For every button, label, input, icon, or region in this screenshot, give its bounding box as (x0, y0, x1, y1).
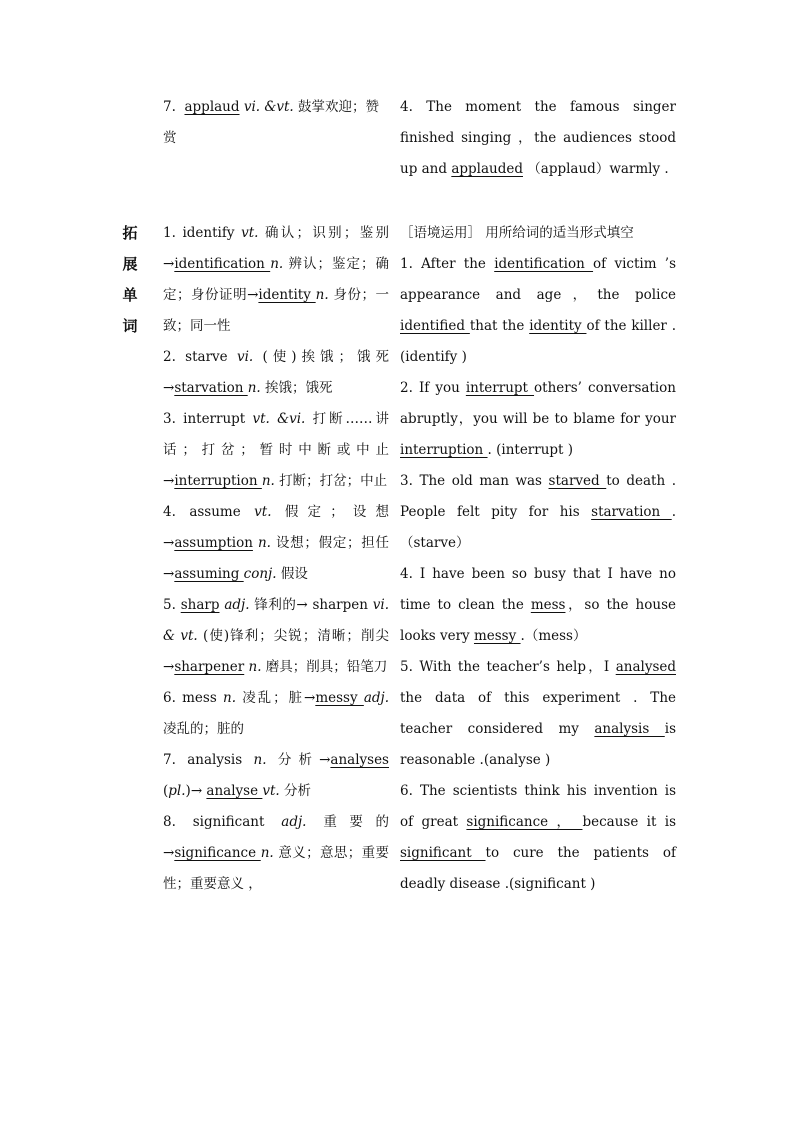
answer-blank: starvation (591, 504, 672, 520)
answer-blank: analysed (615, 659, 676, 675)
part-of-speech: conj. (243, 566, 277, 582)
text-segment: 6. The scientists think his invention is of great (400, 783, 676, 830)
text-segment: that the (469, 318, 530, 334)
answer-blank: significance (174, 845, 261, 861)
answer-blank: interruption (400, 442, 488, 458)
side-char: 拓 (122, 224, 138, 242)
answer-blank: interrupt (465, 380, 535, 396)
vocab-item (163, 590, 389, 683)
text-segment: 5. (163, 597, 181, 613)
text-segment: 8. significant (163, 814, 282, 830)
text-segment: 3. interrupt (163, 411, 253, 427)
text-segment: 3. The old man was (400, 473, 549, 489)
vocab-item (163, 218, 389, 342)
text-segment: to death . People felt pity for his (400, 473, 676, 520)
answer-blank: messy (315, 690, 364, 706)
part-of-speech: n. (248, 659, 262, 675)
exercise-list (400, 249, 676, 900)
text-segment: of victim ’s appearance and age，the police (400, 256, 676, 303)
sentence-text: （applaud）warmly . (527, 161, 669, 177)
answer-blank: applauded (451, 161, 523, 177)
part-of-speech: adj. (281, 814, 307, 830)
exercise-item (400, 559, 676, 652)
answer-blank: identification (174, 256, 271, 272)
exercise-item (400, 652, 676, 776)
text-segment: 凌乱的；脏的 (163, 721, 244, 737)
answer-blank: sharpener (174, 659, 245, 675)
answer-blank: analyse (206, 783, 263, 799)
exercise-item (400, 373, 676, 466)
part-of-speech: vt. (254, 504, 272, 520)
answer-blank: starvation (174, 380, 248, 396)
text-segment: 7. analysis (163, 752, 254, 768)
text-segment: 辨认；鉴定；确定；身份证明→ (163, 256, 390, 303)
answer-blank: sharp (180, 597, 220, 613)
text-segment: ( (163, 783, 169, 799)
side-char: 词 (122, 317, 138, 335)
vocab-word: applaud (184, 99, 240, 115)
part-of-speech: n. (270, 256, 284, 272)
text-segment: is reasonable .(analyse ) (400, 721, 676, 768)
answer-blank: interruption (174, 473, 262, 489)
answer-blank: identity (529, 318, 587, 334)
part-of-speech: vi. & vt. (163, 597, 390, 644)
vocab-item (163, 807, 389, 900)
answer-blank: analyses (330, 752, 389, 768)
text-segment: . (interrupt ) (487, 442, 574, 458)
answer-blank: analysis (594, 721, 665, 737)
text-segment: ，so the house looks very (400, 597, 676, 644)
answer-blank: starved (548, 473, 607, 489)
answer-blank: identity (258, 287, 316, 303)
item-number: 7. (163, 99, 176, 115)
answer-blank: significance ， (466, 814, 583, 830)
part-of-speech: n. (253, 752, 267, 768)
text-segment: 打断……讲话；打岔；暂时中断或中止→ (163, 411, 390, 489)
text-segment: .（mess） (520, 628, 587, 644)
text-segment: the data of this experiment . The teacher considered my (400, 690, 676, 737)
text-segment: 重要的→ (163, 814, 389, 861)
part-of-speech: n. (257, 535, 271, 551)
text-segment: 意义；意思；重要性；重要意义 ， (163, 845, 389, 892)
part-of-speech: n. (223, 690, 236, 706)
text-segment: of the killer .(identify ) (400, 318, 676, 365)
text-segment: 设想；假定；担任→ (163, 535, 389, 582)
text-segment: because it is (582, 814, 677, 830)
exercise-item (400, 249, 676, 373)
exercise-column (400, 218, 676, 900)
exercise-item (400, 466, 676, 559)
text-segment: 凌乱；脏→ (236, 690, 316, 706)
text-segment: 分析→ (266, 752, 331, 768)
vocab-item (163, 342, 389, 404)
word-meaning: 鼓掌欢迎；赞赏 (163, 99, 380, 146)
part-of-speech: vt. (262, 783, 280, 799)
answer-blank: assuming (174, 566, 244, 582)
side-char: 单 (122, 286, 138, 304)
part-of-speech: vt. &vi. (252, 411, 306, 427)
text-segment: 挨饿；饿死 (260, 380, 333, 396)
part-of-speech: n. (261, 473, 275, 489)
text-segment: 分析 (279, 783, 312, 799)
text-segment: )→ (185, 783, 207, 799)
exercise-heading: ［语境运用］ 用所给词的适当形式填空 (400, 225, 634, 241)
answer-blank: messy (473, 628, 521, 644)
vocab-item (163, 745, 389, 807)
vocab-list (163, 218, 389, 900)
text-segment: others’ conversation abruptly，you will be to blame for your (400, 380, 676, 427)
vocab-item (163, 497, 389, 590)
text-segment: 4. assume (163, 504, 255, 520)
text-segment: 打断；打岔；中止 (274, 473, 388, 489)
text-segment: 2. starve (163, 349, 237, 365)
text-segment: .（starve） (400, 504, 676, 551)
text-segment: 身份；一致；同一性 (163, 287, 390, 334)
text-segment: 1. identify (163, 225, 242, 241)
text-segment: 锋利的→ sharpen (249, 597, 373, 613)
part-of-speech: vi. (236, 349, 254, 365)
part-of-speech: n. (315, 287, 329, 303)
answer-blank: identified (400, 318, 470, 334)
answer-blank: mess (530, 597, 566, 613)
side-char: 展 (122, 255, 138, 273)
part-of-speech: n. (247, 380, 261, 396)
sentence-text: 4. The moment the famous singer finished singing ，the audiences stood up and (400, 99, 676, 177)
text-segment: 5. With the teacher’s help，I (400, 659, 616, 675)
part-of-speech: adj. (224, 597, 250, 613)
vocab-item (163, 404, 389, 497)
vocab-item (163, 683, 389, 745)
text-segment: to cure the patients of deadly disease .(significant ) (400, 845, 676, 892)
part-of-speech: vt. (241, 225, 259, 241)
text-segment: 假定；设想 → (163, 504, 389, 551)
top-right-item (400, 92, 676, 185)
answer-blank: significant (400, 845, 486, 861)
text-segment: 6. mess (163, 690, 223, 706)
answer-blank: identification (494, 256, 594, 272)
text-segment: 2. If you (400, 380, 466, 396)
part-of-speech: adj. (363, 690, 389, 706)
text-segment: 确认；识别；鉴别→ (163, 225, 389, 272)
text-segment: 假设 (276, 566, 308, 582)
part-of-speech: pl. (168, 783, 186, 799)
text-segment: (使)锋利；尖锐；清晰；削尖→ (163, 628, 389, 675)
part-of-speech: n. (260, 845, 274, 861)
text-segment: 1. After the (400, 256, 495, 272)
answer-blank: assumption (174, 535, 253, 551)
part-of-speech: vi. &vt. (243, 99, 294, 115)
exercise-item (400, 776, 676, 900)
text-segment: 磨具；削具；铅笔刀 (261, 659, 388, 675)
side-label (118, 218, 142, 342)
text-segment: 4. I have been so busy that I have no time to clean the (400, 566, 676, 613)
top-left-item (163, 92, 389, 154)
text-segment: (使)挨饿；饿死 → (163, 349, 389, 396)
